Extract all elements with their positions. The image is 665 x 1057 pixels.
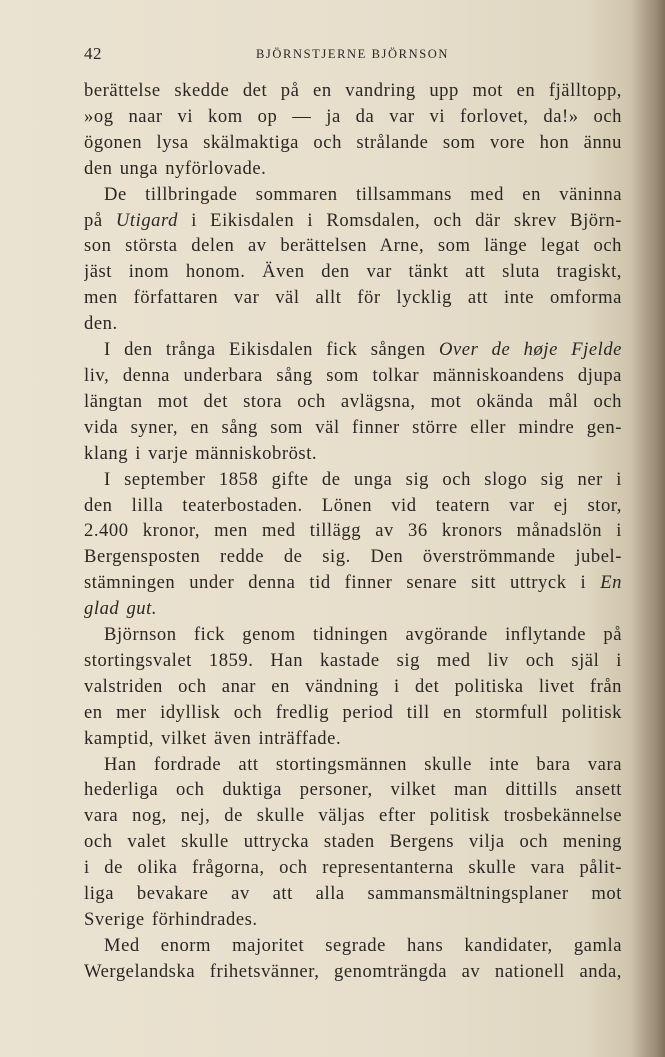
- text-line: [84, 907, 622, 933]
- text-line-post: i Eikisdalen i Romsdalen, och där skrev Björn-: [177, 209, 622, 231]
- text-line-pre: I den trånga Eikisdalen fick sången: [104, 339, 439, 361]
- text-line: [84, 208, 622, 234]
- text-line-content: den lilla teaterbostaden. Lönen vid teatern var ej stor,: [84, 494, 622, 516]
- text-line: [84, 104, 622, 130]
- text-line: [84, 182, 622, 208]
- text-line-content: hederliga och duktiga personer, vilket man dittills ansett: [84, 779, 622, 801]
- text-line: [84, 881, 622, 907]
- text-line: [84, 596, 622, 622]
- text-line: [84, 337, 622, 363]
- text-line-content: valstriden och anar en vändning i det politiska livet från: [84, 675, 622, 697]
- text-line-content: Björnson fick genom tidningen avgörande inflytande på: [104, 624, 622, 646]
- text-line-content: berättelse skedde det på en vandring upp mot en fjälltopp,: [84, 80, 622, 101]
- text-line-content: men författaren var väl allt för lycklig att inte omforma: [84, 287, 622, 309]
- text-line: [84, 233, 622, 259]
- text-line-content: son största delen av berättelsen Arne, som länge legat och: [84, 235, 622, 257]
- text-line-content: jäst inom honom. Även den var tänkt att sluta tragiskt,: [84, 261, 622, 283]
- text-line: [84, 570, 622, 596]
- italic-title: glad gut.: [84, 598, 158, 620]
- text-line-content: liv, denna underbara sång som tolkar människoandens djupa: [84, 364, 622, 386]
- text-line-content: vida syner, en sång som väl finner större eller mindre gen-: [84, 416, 622, 438]
- text-line: [84, 700, 622, 726]
- page-number: 42: [84, 44, 102, 63]
- text-line-content: ögonen lysa skälmaktiga och strålande som vore hon ännu: [84, 131, 622, 153]
- text-line-content: Wergelandska frihetsvänner, genomträngda av nationell anda,: [84, 960, 622, 982]
- text-line-content: kamptid, vilket även inträffade.: [84, 727, 342, 749]
- text-line-content: »og naar vi kom op — ja da var vi forlovet, da!» och: [84, 105, 622, 127]
- text-line-content: 2.400 kronor, men med tillägg av 36 kronors månadslön i: [84, 520, 622, 542]
- text-line-content: Med enorm majoritet segrade hans kandidater, gamla: [104, 934, 622, 956]
- text-line: [84, 415, 622, 441]
- text-line-content: vara nog, nej, de skulle väljas efter politisk trosbekännelse: [84, 805, 622, 827]
- text-line: [84, 803, 622, 829]
- text-line: [84, 78, 622, 104]
- text-line-content: Sverige förhindrades.: [84, 909, 258, 930]
- text-line-content: klang i varje människobröst.: [84, 442, 318, 464]
- text-line: [84, 441, 622, 467]
- text-line-pre: stämningen under denna tid finner senare sitt uttryck i: [84, 572, 601, 594]
- text-line: [84, 389, 622, 415]
- page-header: [84, 44, 621, 64]
- text-line-content: Han fordrade att stortingsmännen skulle inte bara vara: [104, 753, 622, 775]
- text-line-content: i de olika frågorna, och representanterna skulle vara pålit-: [84, 857, 622, 879]
- text-line: [84, 467, 622, 493]
- italic-title: Utigard: [115, 209, 178, 231]
- text-line: [84, 959, 622, 985]
- text-line-content: stortingsvalet 1859. Han kastade sig med liv och själ i: [84, 649, 622, 671]
- italic-title: Over de høje Fjelde: [438, 339, 622, 361]
- text-line: [84, 518, 622, 544]
- text-line-content: den.: [84, 313, 118, 335]
- text-line: [84, 752, 622, 778]
- body-text: [84, 78, 622, 985]
- text-line: [84, 777, 622, 803]
- text-line: [84, 156, 622, 182]
- page-edge-shadow: [631, 0, 665, 1057]
- text-line: [84, 363, 622, 389]
- text-line-content: I september 1858 gifte de unga sig och slogo sig ner i: [104, 468, 622, 490]
- text-line-content: liga bevakare av att alla sammansmältningsplaner mot: [84, 883, 622, 905]
- text-line-content: längtan mot det stora och avlägsna, mot okända mål och: [84, 390, 622, 412]
- text-line-content: en mer idyllisk och fredlig period till en stormfull politisk: [84, 701, 622, 723]
- text-line: [84, 648, 622, 674]
- text-line-content: och valet skulle uttrycka staden Bergens vilja och mening: [84, 831, 622, 853]
- italic-title: En: [600, 572, 622, 594]
- text-line: [84, 130, 622, 156]
- text-line-content: De tillbringade sommaren tillsammans med en väninna: [104, 183, 622, 205]
- text-line: [84, 259, 622, 285]
- text-line: [84, 285, 622, 311]
- text-line: [84, 726, 622, 752]
- text-line: [84, 674, 622, 700]
- text-line: [84, 311, 622, 337]
- text-line: [84, 622, 622, 648]
- text-line: [84, 855, 622, 881]
- text-line-pre: på: [84, 209, 116, 231]
- text-line: [84, 544, 622, 570]
- text-line: [84, 933, 622, 959]
- text-line-content: den unga nyförlovade.: [84, 157, 267, 179]
- text-line: [84, 493, 622, 519]
- text-line: [84, 829, 622, 855]
- running-head: BJÖRNSTJERNE BJÖRNSON: [256, 47, 450, 61]
- text-line-content: Bergensposten redde de sig. Den överströmmande jubel-: [84, 546, 622, 568]
